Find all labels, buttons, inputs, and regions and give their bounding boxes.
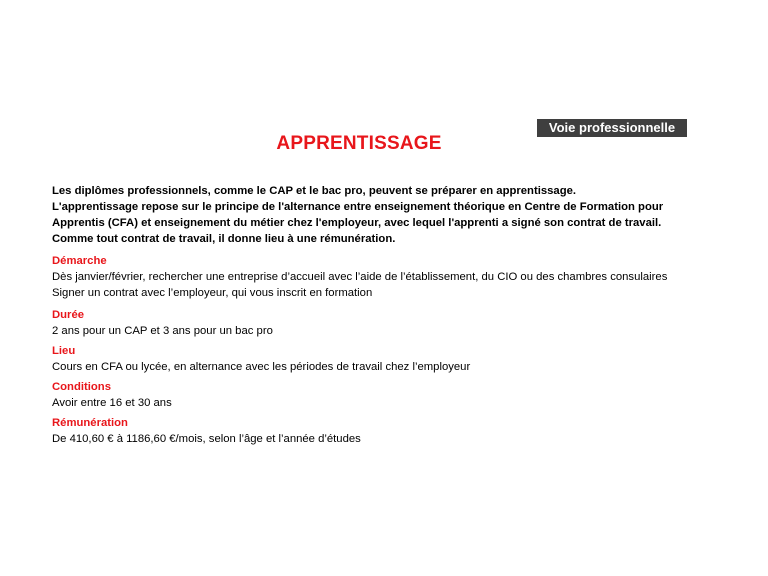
intro-line: Comme tout contrat de travail, il donne lieu à une rémunération. [52,233,396,245]
section-heading: Lieu [52,345,76,357]
section-heading: Durée [52,309,85,321]
section-demarche [52,253,712,301]
section-heading: Démarche [52,255,107,267]
section-text: Signer un contrat avec l’employeur, qui vous inscrit en formation [52,287,373,299]
section-conditions [52,379,712,411]
section-text: Dès janvier/février, rechercher une entreprise d’accueil avec l’aide de l’établissement, du CIO ou des chambres consulaires [52,271,668,283]
intro-paragraph [52,183,692,247]
section-duree [52,307,712,339]
intro-line: Les diplômes professionnels, comme le CAP et le bac pro, peuvent se préparer en apprentissage. [52,185,577,197]
section-heading: Conditions [52,381,111,393]
section-text: De 410,60 € à 1186,60 €/mois, selon l’âge et l’année d’études [52,433,361,445]
page-title: APPRENTISSAGE [276,133,442,154]
section-lieu [52,343,712,375]
section-text: Cours en CFA ou lycée, en alternance avec les périodes de travail chez l’employeur [52,361,471,373]
intro-line: L'apprentissage repose sur le principe de l'alternance entre enseignement théorique en Centre de Formation pour [52,201,664,213]
section-heading: Rémunération [52,417,128,429]
section-remuneration [52,415,712,447]
section-text: 2 ans pour un CAP et 3 ans pour un bac pro [52,325,273,337]
category-badge: Voie professionnelle [537,119,687,137]
intro-line: Apprentis (CFA) et enseignement du métier chez l'employeur, avec lequel l'apprenti a signé son contrat de travail. [52,217,662,229]
section-text: Avoir entre 16 et 30 ans [52,397,172,409]
